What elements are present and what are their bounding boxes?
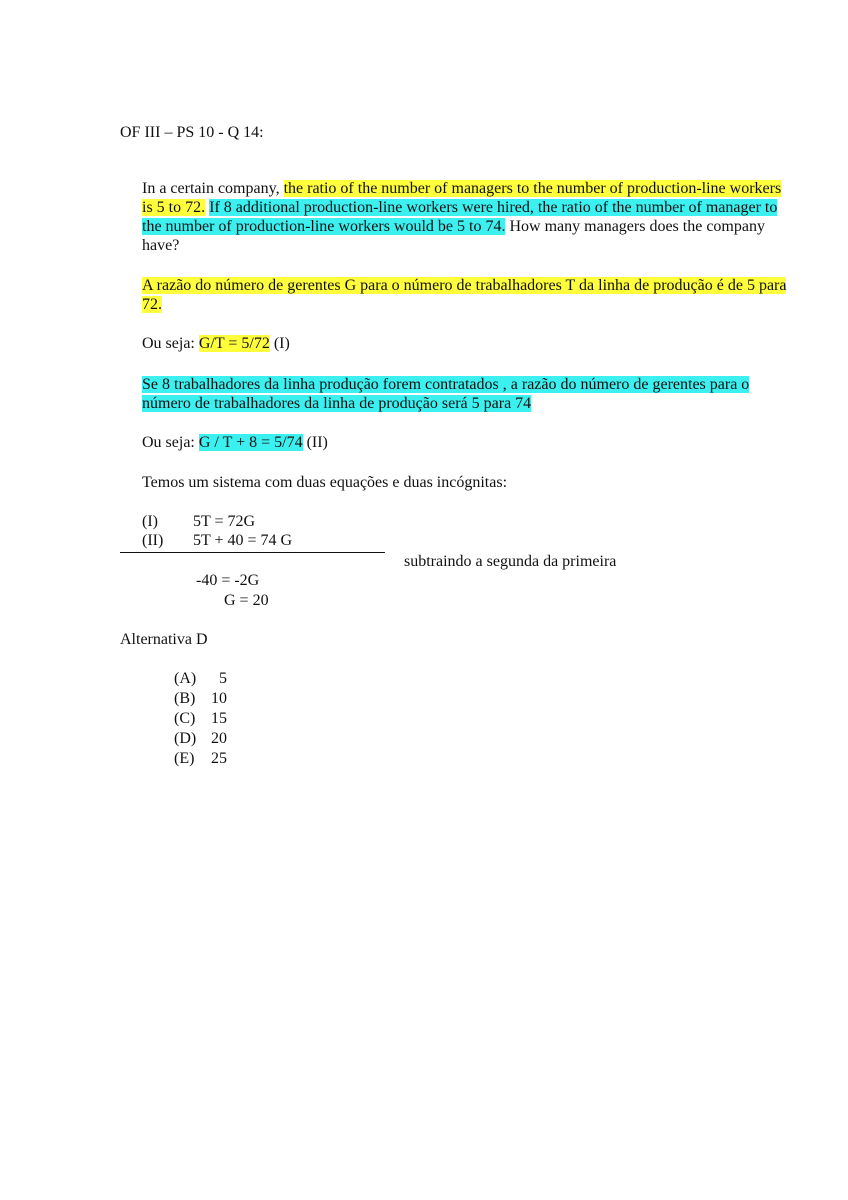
equation-2-prefix: Ou seja: xyxy=(142,434,199,451)
option-value: 15 xyxy=(211,710,227,727)
highlight-ratio-72: the ratio of the number of managers to the number of production-line workers is 5 to 72. xyxy=(142,180,782,216)
option-item xyxy=(0,730,260,750)
question-outro: How many managers does the company have? xyxy=(142,218,765,254)
page-title: OF III – PS 10 - Q 14: xyxy=(120,124,264,141)
subtraction-rule xyxy=(120,552,385,553)
result-line-1: -40 = -2G xyxy=(196,572,260,589)
highlight-solution-1: A razão do número de gerentes G para o número de trabalhadores T da linha de produção é de 5 para 72. xyxy=(142,277,787,313)
system-intro: Temos um sistema com duas equações e duas incógnitas: xyxy=(142,474,508,491)
equation-row-label: (II) xyxy=(142,532,164,549)
option-letter: (C) xyxy=(174,710,196,727)
equation-row xyxy=(0,513,400,533)
equation-2-highlight: G / T + 8 = 5/74 xyxy=(198,434,303,451)
option-letter: (E) xyxy=(174,750,195,767)
question-intro: In a certain company, xyxy=(142,180,284,197)
option-item xyxy=(0,750,260,770)
subtraction-note: subtraindo a segunda da primeira xyxy=(404,553,617,570)
highlight-ratio-74: If 8 additional production-line workers were hired, the ratio of the number of manager to the number of production-line workers would be 5 to 74. xyxy=(142,199,778,235)
equation-1-suffix: (I) xyxy=(269,335,290,352)
option-item xyxy=(0,690,260,710)
answer-text: Alternativa D xyxy=(120,631,208,648)
question-text xyxy=(142,179,792,255)
equation-row-expr: 5T = 72G xyxy=(193,513,256,530)
equation-1-line xyxy=(142,335,290,353)
solution-paragraph-2 xyxy=(142,375,792,413)
option-letter: (B) xyxy=(174,690,196,707)
option-value: 25 xyxy=(211,750,227,767)
option-value: 10 xyxy=(211,690,227,707)
option-letter: (A) xyxy=(174,670,197,687)
option-value: 5 xyxy=(219,670,227,687)
result-line-2: G = 20 xyxy=(224,592,269,609)
option-value: 20 xyxy=(211,730,227,747)
equation-1-prefix: Ou seja: xyxy=(142,335,199,352)
equation-row xyxy=(0,532,400,552)
solution-paragraph-1 xyxy=(142,276,792,314)
equation-2-line xyxy=(142,434,328,452)
option-item xyxy=(0,710,260,730)
option-item xyxy=(0,670,260,690)
highlight-solution-2: Se 8 trabalhadores da linha produção forem contratados , a razão do número de gerentes para o número de trabalhadores da linha de produção será 5 para 74 xyxy=(142,376,750,412)
equation-2-suffix: (II) xyxy=(302,434,328,451)
option-letter: (D) xyxy=(174,730,197,747)
equation-row-label: (I) xyxy=(142,513,158,530)
equation-1-highlight: G/T = 5/72 xyxy=(198,335,270,352)
equation-row-expr: 5T + 40 = 74 G xyxy=(193,532,293,549)
